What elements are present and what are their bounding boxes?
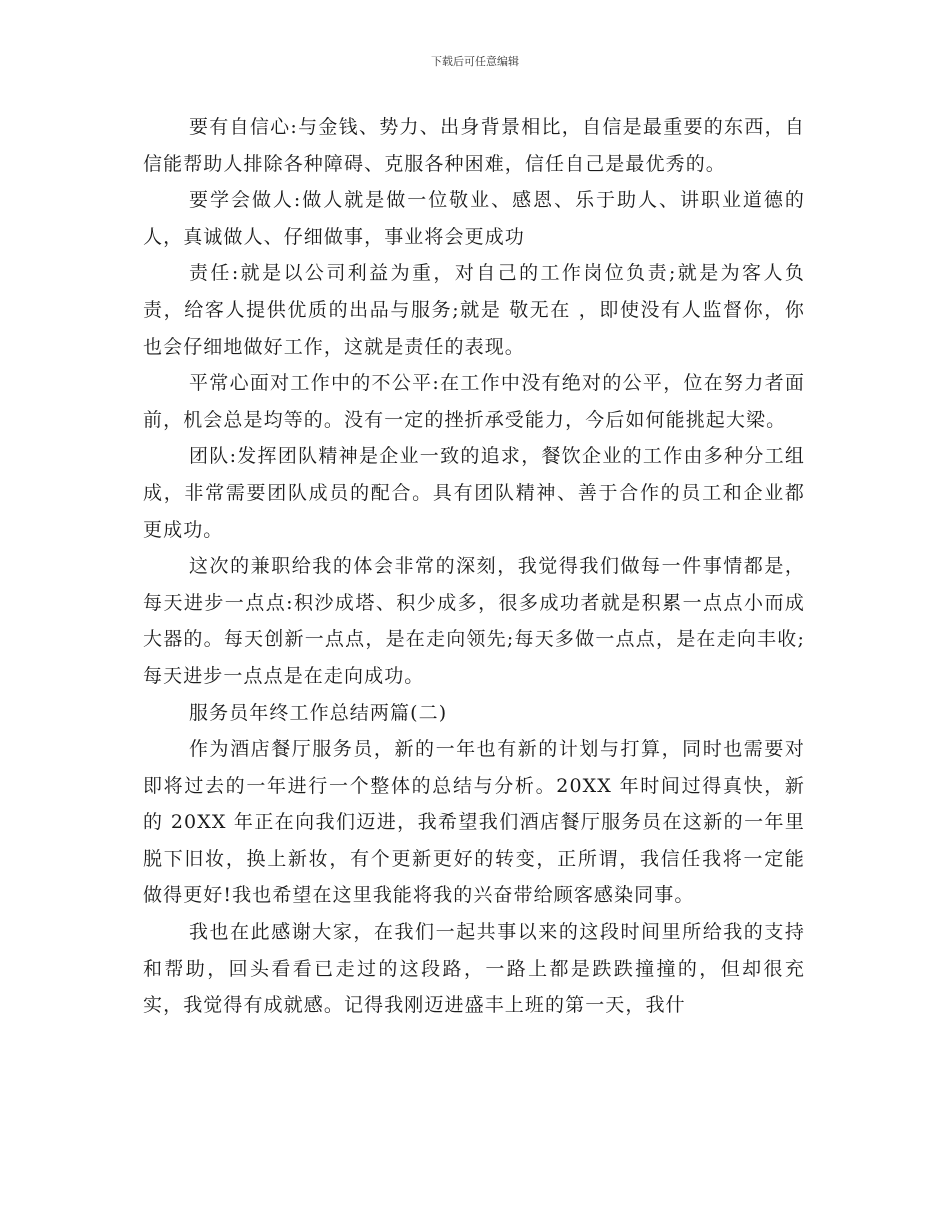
paragraph-thanks: 我也在此感谢大家，在我们一起共事以来的这段时间里所给我的支持和帮助，回头看看已走过的这段路，一路上都是跌跌撞撞的，但却很充实，我觉得有成就感。记得我刚迈进盛丰上班的第一天，我什: [143, 921, 805, 1017]
paragraph-face-unfairness: 平常心面对工作中的不公平:在工作中没有绝对的公平，位在努力者面前，机会总是均等的。没有一定的挫折承受能力，今后如何能挑起大梁。: [143, 372, 805, 431]
page-header: 下载后可任意编辑: [431, 55, 519, 68]
paragraph-self-confidence: 要有自信心:与金钱、势力、出身背景相比，自信是最重要的东西，自信能帮助人排除各种障碍、克服各种困难，信任自己是最优秀的。: [143, 116, 805, 175]
paragraph-be-a-good-person: 要学会做人:做人就是做一位敬业、感恩、乐于助人、讲职业道德的人，真诚做人、仔细做事，事业将会更成功: [143, 189, 805, 248]
paragraph-new-year-plan: 作为酒店餐厅服务员，新的一年也有新的计划与打算，同时也需要对即将过去的一年进行一个整体的总结与分析。20XX 年时间过得真快，新的 20XX 年正在向我们迈进，我希望我们酒店餐厅服务员在这新的一年里脱下旧妆，换上新妆，有个更新更好的转变，正所谓，我信任我将一定能做得更好!我也希望在这里我能将我的兴奋带给顾客感染同事。: [143, 738, 805, 907]
document-body: [143, 109, 805, 1024]
paragraph-responsibility: 责任:就是以公司利益为重，对自己的工作岗位负责;就是为客人负责，给客人提供优质的出品与服务;就是 敬无在 ，即使没有人监督你，你也会仔细地做好工作，这就是责任的表现。: [143, 262, 805, 358]
section-heading: 服务员年终工作总结两篇(二): [189, 701, 448, 724]
paragraph-teamwork: 团队:发挥团队精神是企业一致的追求，餐饮企业的工作由多种分工组成，非常需要团队成员的配合。具有团队精神、善于合作的员工和企业都更成功。: [143, 445, 805, 541]
paragraph-experience: 这次的兼职给我的体会非常的深刻，我觉得我们做每一件事情都是，每天进步一点点:积沙成塔、积少成多，很多成功者就是积累一点点小而成大器的。每天创新一点点，是在走向领先;每天多做一点点，是在走向丰收;每天进步一点点是在走向成功。: [143, 555, 805, 687]
